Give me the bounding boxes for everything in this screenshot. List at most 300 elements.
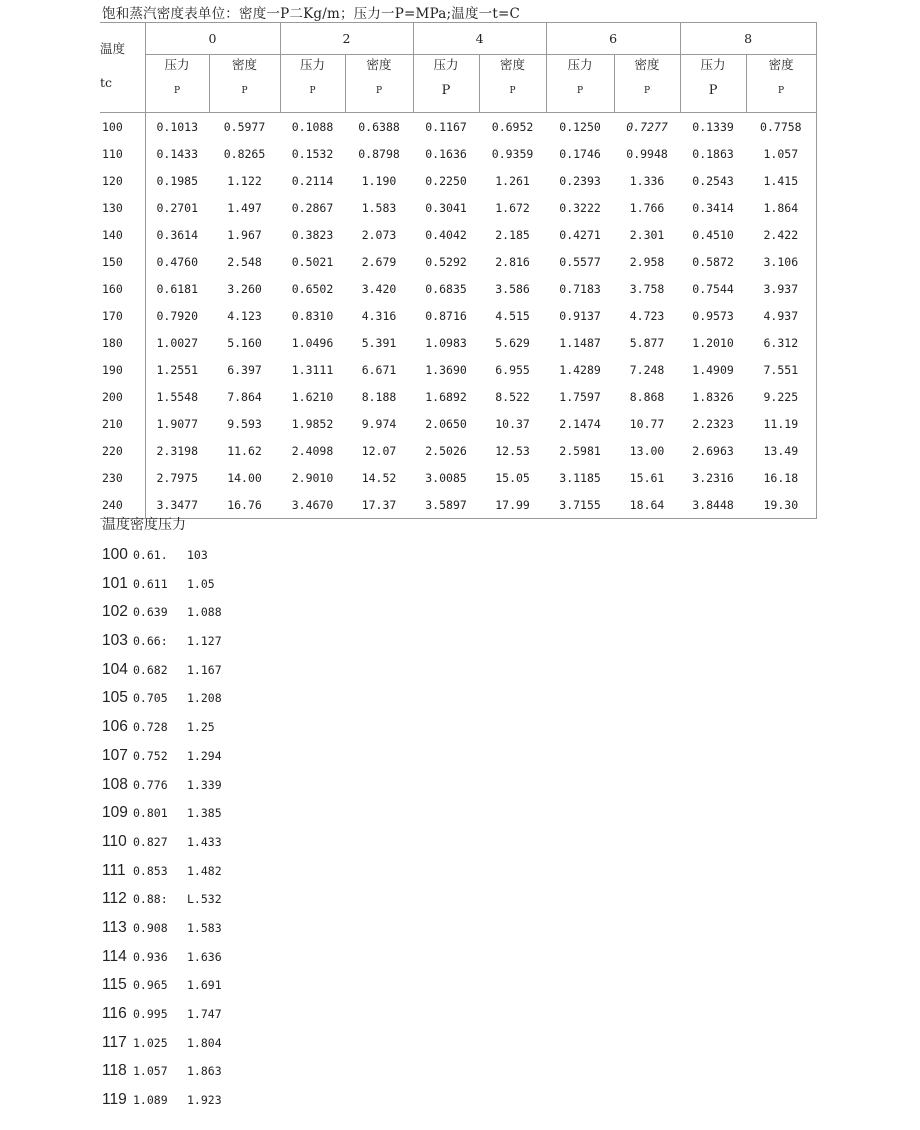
density-cell: 1.190 bbox=[361, 173, 397, 188]
list-density: 0.776 bbox=[133, 777, 168, 792]
density-cell: 7.248 bbox=[629, 362, 665, 377]
list-item bbox=[102, 573, 222, 602]
density-cell: 10.37 bbox=[495, 416, 530, 431]
density-symbol: P bbox=[509, 86, 516, 96]
table-row bbox=[100, 383, 816, 410]
pressure-cell: 0.8716 bbox=[425, 308, 467, 323]
pressure-cell: 1.4909 bbox=[692, 362, 734, 377]
list-item bbox=[102, 544, 222, 573]
temperature-cell: 110 bbox=[102, 146, 123, 161]
temp-unit: tc bbox=[100, 75, 113, 90]
list-temperature: 113 bbox=[102, 918, 127, 936]
density-cell: 13.00 bbox=[629, 443, 665, 458]
density-cell: 3.937 bbox=[746, 275, 816, 302]
density-cell: 3.586 bbox=[495, 281, 530, 296]
density-cell: 14.52 bbox=[361, 470, 397, 485]
pressure-cell: 0.1985 bbox=[145, 167, 209, 194]
pressure-cell: 0.3414 bbox=[692, 200, 734, 215]
pressure-label: 压力 bbox=[433, 57, 459, 72]
density-cell: 2.816 bbox=[495, 254, 530, 269]
list-temperature: 101 bbox=[102, 574, 128, 592]
list-density: 0.853 bbox=[133, 863, 168, 878]
density-cell: 9.974 bbox=[361, 416, 397, 431]
pressure-cell: 0.3222 bbox=[559, 200, 601, 215]
group-header-4: 4 bbox=[413, 23, 546, 55]
list-density: 0.88: bbox=[133, 892, 168, 907]
density-cell: 1.672 bbox=[495, 200, 530, 215]
density-cell: 1.415 bbox=[746, 167, 816, 194]
density-cell: 5.391 bbox=[361, 335, 397, 350]
density-label: 密度 bbox=[232, 57, 258, 72]
pressure-cell: 0.1863 bbox=[692, 146, 734, 161]
pressure-cell: 0.1433 bbox=[145, 140, 209, 167]
pressure-cell: 1.3111 bbox=[291, 362, 334, 377]
pressure-cell: 0.4042 bbox=[425, 227, 467, 242]
list-temperature: 109 bbox=[102, 804, 128, 822]
list-pressure: 1.25 bbox=[187, 720, 215, 735]
density-label: 密度 bbox=[366, 57, 392, 72]
density-cell: 3.758 bbox=[629, 281, 665, 296]
list-temperature: 119 bbox=[102, 1091, 127, 1109]
pressure-label: 压力 bbox=[700, 57, 726, 72]
list-temperature: 100 bbox=[102, 546, 128, 563]
table-row bbox=[100, 491, 816, 519]
temperature-cell: 200 bbox=[102, 389, 123, 404]
pressure-subheader bbox=[280, 55, 345, 113]
pressure-cell: 0.1532 bbox=[291, 146, 334, 161]
temperature-cell: 160 bbox=[102, 281, 123, 296]
table-row bbox=[100, 302, 816, 329]
pressure-cell: 2.7975 bbox=[145, 464, 209, 491]
density-cell: 8.188 bbox=[361, 389, 397, 404]
list-temperature: 105 bbox=[102, 689, 128, 707]
density-cell: 11.19 bbox=[746, 410, 816, 437]
density-cell: 4.123 bbox=[227, 308, 262, 323]
group-header-6: 6 bbox=[546, 23, 680, 55]
pressure-cell: 0.6502 bbox=[291, 281, 334, 296]
table-row bbox=[100, 194, 816, 221]
list-pressure: 103 bbox=[187, 548, 208, 562]
list-temperature: 112 bbox=[102, 890, 127, 908]
list-pressure: 1.385 bbox=[187, 806, 222, 821]
density-symbol: P bbox=[778, 86, 785, 96]
list-density: 1.057 bbox=[133, 1064, 168, 1079]
table-row bbox=[100, 248, 816, 275]
list-pressure: 1.583 bbox=[187, 920, 222, 935]
list-temperature: 118 bbox=[102, 1062, 127, 1080]
list-pressure: 1.923 bbox=[187, 1093, 222, 1108]
pressure-cell: 1.4289 bbox=[559, 362, 601, 377]
pressure-cell: 3.7155 bbox=[546, 491, 614, 519]
temp-header-cell bbox=[100, 23, 145, 113]
list-density: 1.025 bbox=[133, 1035, 168, 1050]
list-item bbox=[102, 716, 222, 745]
pressure-cell: 3.0085 bbox=[425, 470, 467, 485]
steam-density-table bbox=[100, 22, 817, 519]
list-item bbox=[102, 802, 222, 831]
pressure-cell: 0.7183 bbox=[559, 281, 601, 296]
density-cell: 19.30 bbox=[746, 491, 816, 519]
pressure-symbol: P bbox=[577, 86, 584, 96]
pressure-cell: 1.0027 bbox=[145, 329, 209, 356]
pressure-label: 压力 bbox=[567, 57, 593, 72]
table-row bbox=[100, 464, 816, 491]
list-density: 0.61. bbox=[133, 548, 168, 562]
pressure-cell: 0.5021 bbox=[291, 254, 334, 269]
pressure-symbol: P bbox=[708, 83, 718, 98]
list-item bbox=[102, 974, 222, 1003]
density-cell: 0.6388 bbox=[358, 119, 400, 134]
density-subheader bbox=[345, 55, 413, 113]
density-cell: 3.420 bbox=[361, 281, 397, 296]
table-row bbox=[100, 410, 816, 437]
list-density: 0.728 bbox=[133, 720, 168, 735]
density-cell: 17.99 bbox=[479, 491, 546, 519]
list-density: 0.936 bbox=[133, 949, 168, 964]
pressure-cell: 0.6181 bbox=[145, 275, 209, 302]
list-temperature: 102 bbox=[102, 603, 128, 621]
pressure-cell: 2.3198 bbox=[145, 437, 209, 464]
density-label: 密度 bbox=[500, 57, 526, 72]
pressure-cell: 0.1746 bbox=[559, 146, 601, 161]
density-cell: 0.9948 bbox=[626, 146, 668, 161]
density-list bbox=[102, 544, 222, 1118]
density-cell: 1.864 bbox=[746, 194, 816, 221]
table-row bbox=[100, 140, 816, 167]
density-subheader bbox=[209, 55, 280, 113]
density-symbol: P bbox=[644, 86, 651, 96]
pressure-cell: 0.5577 bbox=[559, 254, 601, 269]
pressure-symbol: P bbox=[173, 86, 181, 96]
list-density: 0.965 bbox=[133, 978, 168, 993]
pressure-cell: 0.3823 bbox=[291, 227, 334, 242]
list-temperature: 107 bbox=[102, 746, 128, 764]
temperature-cell: 230 bbox=[102, 470, 123, 485]
temperature-cell: 100 bbox=[102, 119, 123, 134]
density-cell: 4.515 bbox=[495, 308, 530, 323]
list-item bbox=[102, 745, 222, 774]
table-row bbox=[100, 275, 816, 302]
density-subheader bbox=[614, 55, 680, 113]
list-density: 0.908 bbox=[133, 920, 168, 935]
pressure-cell: 1.2010 bbox=[692, 335, 734, 350]
pressure-cell: 0.5872 bbox=[692, 254, 734, 269]
list-temperature: 117 bbox=[102, 1033, 127, 1051]
density-subheader bbox=[479, 55, 546, 113]
pressure-cell: 0.5292 bbox=[425, 254, 467, 269]
pressure-cell: 0.2250 bbox=[425, 173, 467, 188]
density-cell: 3.260 bbox=[227, 281, 262, 296]
pressure-cell: 3.8448 bbox=[680, 491, 746, 519]
density-cell: 6.397 bbox=[227, 362, 262, 377]
pressure-cell: 0.1250 bbox=[559, 119, 601, 134]
pressure-cell: 0.9573 bbox=[692, 308, 734, 323]
density-cell: 1.057 bbox=[746, 140, 816, 167]
list-pressure: 1.636 bbox=[187, 949, 222, 964]
list-density: 0.995 bbox=[133, 1007, 168, 1021]
temperature-cell: 190 bbox=[102, 362, 123, 377]
pressure-cell: 2.9010 bbox=[291, 470, 334, 485]
pressure-cell: 0.1088 bbox=[291, 119, 334, 134]
density-cell: 7.551 bbox=[746, 356, 816, 383]
group-header-8: 8 bbox=[680, 23, 816, 55]
pressure-cell: 1.0496 bbox=[291, 335, 334, 350]
list-density: 0.705 bbox=[133, 691, 168, 706]
list-item bbox=[102, 774, 222, 803]
list-item bbox=[102, 601, 222, 630]
density-cell: 2.548 bbox=[227, 254, 262, 269]
list-temperature: 104 bbox=[102, 660, 128, 678]
list-pressure: 1.127 bbox=[187, 634, 222, 649]
density-symbol: P bbox=[375, 86, 383, 96]
pressure-cell: 0.2393 bbox=[559, 173, 601, 188]
list-density: 0.682 bbox=[133, 662, 168, 677]
list-item bbox=[102, 917, 222, 946]
density-cell: 15.61 bbox=[629, 470, 665, 485]
density-cell: 16.76 bbox=[209, 491, 280, 519]
density-cell: 8.522 bbox=[495, 389, 530, 404]
list-temperature: 115 bbox=[102, 976, 127, 994]
density-cell: 14.00 bbox=[227, 470, 262, 485]
list-density: 0.639 bbox=[133, 605, 168, 620]
list-temperature: 110 bbox=[102, 832, 127, 850]
pressure-cell: 3.5897 bbox=[413, 491, 479, 519]
list-item bbox=[102, 687, 222, 716]
list-density: 0.827 bbox=[133, 834, 168, 849]
list-temperature: 106 bbox=[102, 718, 128, 736]
pressure-cell: 0.4760 bbox=[145, 248, 209, 275]
pressure-label: 压力 bbox=[164, 57, 190, 72]
density-cell: 2.679 bbox=[361, 254, 397, 269]
pressure-cell: 2.1474 bbox=[559, 416, 601, 431]
density-cell: 9.593 bbox=[227, 416, 262, 431]
density-cell: 5.160 bbox=[227, 335, 262, 350]
pressure-label: 压力 bbox=[300, 57, 326, 72]
page-title: 饱和蒸汽密度表单位：密度一P二Kg/m；压力一P=MPa;温度一t=C bbox=[102, 6, 521, 22]
density-cell: 0.7758 bbox=[746, 113, 816, 141]
list-temperature: 111 bbox=[102, 861, 126, 879]
list-pressure: 1.691 bbox=[187, 978, 222, 993]
density-cell: 1.336 bbox=[629, 173, 665, 188]
temperature-cell: 180 bbox=[102, 335, 123, 350]
pressure-cell: 3.1185 bbox=[559, 470, 601, 485]
list-item bbox=[102, 1060, 222, 1089]
pressure-cell: 3.2316 bbox=[692, 470, 734, 485]
density-cell: 2.422 bbox=[746, 221, 816, 248]
pressure-cell: 2.5026 bbox=[425, 443, 467, 458]
list-pressure: 1.339 bbox=[187, 777, 222, 792]
temperature-cell: 120 bbox=[102, 173, 123, 188]
pressure-cell: 0.1636 bbox=[425, 146, 467, 161]
list-temperature: 116 bbox=[102, 1005, 127, 1022]
list-item bbox=[102, 1003, 222, 1032]
pressure-cell: 1.9852 bbox=[291, 416, 334, 431]
table-row bbox=[100, 113, 816, 141]
pressure-cell: 0.3041 bbox=[425, 200, 467, 215]
pressure-cell: 0.2701 bbox=[145, 194, 209, 221]
density-cell: 1.583 bbox=[361, 200, 397, 215]
list-density: 1.089 bbox=[133, 1093, 168, 1108]
list-pressure: 1.05 bbox=[187, 576, 215, 591]
density-cell: 1.766 bbox=[629, 200, 665, 215]
pressure-cell: 1.6892 bbox=[425, 389, 467, 404]
density-symbol: P bbox=[241, 86, 248, 96]
density-cell: 17.37 bbox=[345, 491, 413, 519]
temperature-cell: 150 bbox=[102, 254, 123, 269]
list-density: 0.66: bbox=[133, 634, 168, 649]
list-pressure: 1.433 bbox=[187, 834, 222, 849]
pressure-cell: 0.3614 bbox=[145, 221, 209, 248]
density-cell: 7.864 bbox=[227, 389, 262, 404]
density-cell: 0.7277 bbox=[626, 119, 668, 134]
pressure-cell: 0.1167 bbox=[425, 119, 467, 134]
pressure-cell: 1.3690 bbox=[425, 362, 467, 377]
group-header-0: 0 bbox=[145, 23, 280, 55]
list-item bbox=[102, 659, 222, 688]
table-row bbox=[100, 221, 816, 248]
density-cell: 3.106 bbox=[746, 248, 816, 275]
pressure-cell: 0.8310 bbox=[291, 308, 334, 323]
list-item bbox=[102, 946, 222, 975]
temperature-cell: 220 bbox=[102, 443, 123, 458]
pressure-cell: 1.1487 bbox=[559, 335, 601, 350]
pressure-cell: 2.0650 bbox=[425, 416, 467, 431]
pressure-cell: 1.6210 bbox=[291, 389, 334, 404]
list-temperature: 103 bbox=[102, 632, 128, 650]
density-label: 密度 bbox=[768, 57, 794, 72]
pressure-cell: 0.2867 bbox=[291, 200, 334, 215]
density-cell: 0.8265 bbox=[223, 146, 266, 161]
list-temperature: 114 bbox=[102, 947, 127, 965]
pressure-cell: 0.9137 bbox=[559, 308, 601, 323]
pressure-subheader bbox=[680, 55, 746, 113]
density-cell: 0.5977 bbox=[223, 119, 266, 134]
temperature-cell: 140 bbox=[102, 227, 123, 242]
pressure-cell: 2.2323 bbox=[692, 416, 734, 431]
list-density: 0.801 bbox=[133, 806, 168, 821]
pressure-cell: 2.4098 bbox=[291, 443, 334, 458]
list-item bbox=[102, 630, 222, 659]
list-pressure: 1.088 bbox=[187, 605, 222, 620]
density-cell: 2.185 bbox=[495, 227, 530, 242]
density-cell: 2.073 bbox=[361, 227, 397, 242]
list-density: 0.611 bbox=[133, 576, 168, 591]
pressure-cell: 0.4510 bbox=[692, 227, 734, 242]
density-cell: 6.671 bbox=[361, 362, 397, 377]
list-pressure: 1.747 bbox=[187, 1007, 222, 1021]
density-label: 密度 bbox=[634, 57, 660, 72]
pressure-cell: 0.2114 bbox=[291, 173, 334, 188]
list-pressure: 1.167 bbox=[187, 662, 222, 677]
list-temperature: 108 bbox=[102, 775, 128, 793]
group-header-2: 2 bbox=[280, 23, 413, 55]
density-cell: 16.18 bbox=[746, 464, 816, 491]
density-cell: 1.122 bbox=[227, 173, 262, 188]
density-cell: 4.316 bbox=[361, 308, 397, 323]
density-cell: 1.967 bbox=[227, 227, 262, 242]
temperature-cell: 240 bbox=[100, 491, 145, 519]
density-cell: 1.261 bbox=[495, 173, 530, 188]
temp-label: 温度 bbox=[100, 41, 126, 56]
table-row bbox=[100, 329, 816, 356]
temperature-cell: 210 bbox=[102, 416, 123, 431]
list-pressure: 1.208 bbox=[187, 691, 222, 706]
list-item bbox=[102, 831, 222, 860]
list-pressure: L.532 bbox=[187, 892, 222, 907]
density-cell: 1.497 bbox=[227, 200, 262, 215]
pressure-cell: 0.7920 bbox=[145, 302, 209, 329]
pressure-cell: 3.3477 bbox=[145, 491, 209, 519]
pressure-cell: 0.1013 bbox=[145, 113, 209, 141]
density-cell: 4.937 bbox=[746, 302, 816, 329]
density-cell: 6.312 bbox=[746, 329, 816, 356]
density-cell: 12.07 bbox=[361, 443, 397, 458]
table-row bbox=[100, 167, 816, 194]
pressure-cell: 1.0983 bbox=[425, 335, 467, 350]
pressure-cell: 0.4271 bbox=[559, 227, 601, 242]
density-cell: 4.723 bbox=[629, 308, 665, 323]
list-item bbox=[102, 860, 222, 889]
pressure-cell: 0.2543 bbox=[692, 173, 734, 188]
list-density: 0.752 bbox=[133, 748, 168, 763]
density-cell: 0.6952 bbox=[491, 119, 534, 134]
list-pressure: 1.482 bbox=[187, 863, 222, 878]
pressure-cell: 3.4670 bbox=[280, 491, 345, 519]
density-cell: 5.629 bbox=[495, 335, 530, 350]
table-row bbox=[100, 437, 816, 464]
density-cell: 0.9359 bbox=[491, 146, 534, 161]
list-header: 温度密度压力 bbox=[102, 517, 186, 533]
density-cell: 13.49 bbox=[746, 437, 816, 464]
pressure-cell: 1.2551 bbox=[145, 356, 209, 383]
list-item bbox=[102, 888, 222, 917]
list-item bbox=[102, 1089, 222, 1118]
density-subheader bbox=[746, 55, 816, 113]
density-cell: 11.62 bbox=[227, 443, 262, 458]
density-cell: 6.955 bbox=[495, 362, 530, 377]
density-cell: 10.77 bbox=[629, 416, 665, 431]
pressure-symbol: P bbox=[309, 86, 316, 96]
pressure-cell: 1.8326 bbox=[692, 389, 734, 404]
list-item bbox=[102, 1032, 222, 1061]
density-cell: 8.868 bbox=[629, 389, 665, 404]
pressure-cell: 1.5548 bbox=[145, 383, 209, 410]
pressure-symbol: P bbox=[441, 83, 451, 98]
pressure-cell: 2.6963 bbox=[692, 443, 734, 458]
pressure-cell: 0.6835 bbox=[425, 281, 467, 296]
list-pressure: 1.804 bbox=[187, 1035, 222, 1050]
density-cell: 15.05 bbox=[495, 470, 530, 485]
pressure-cell: 1.7597 bbox=[559, 389, 601, 404]
pressure-cell: 2.5981 bbox=[559, 443, 601, 458]
temperature-cell: 130 bbox=[102, 200, 123, 215]
pressure-cell: 0.7544 bbox=[692, 281, 734, 296]
density-cell: 2.958 bbox=[629, 254, 665, 269]
list-pressure: 1.863 bbox=[187, 1064, 222, 1079]
density-cell: 18.64 bbox=[614, 491, 680, 519]
pressure-subheader bbox=[546, 55, 614, 113]
density-cell: 0.8798 bbox=[358, 146, 400, 161]
density-cell: 9.225 bbox=[746, 383, 816, 410]
density-cell: 2.301 bbox=[629, 227, 665, 242]
pressure-subheader bbox=[413, 55, 479, 113]
pressure-cell: 1.9077 bbox=[145, 410, 209, 437]
density-cell: 5.877 bbox=[629, 335, 665, 350]
list-pressure: 1.294 bbox=[187, 748, 222, 763]
pressure-subheader bbox=[145, 55, 209, 113]
pressure-cell: 0.1339 bbox=[692, 119, 734, 134]
temperature-cell: 170 bbox=[102, 308, 123, 323]
